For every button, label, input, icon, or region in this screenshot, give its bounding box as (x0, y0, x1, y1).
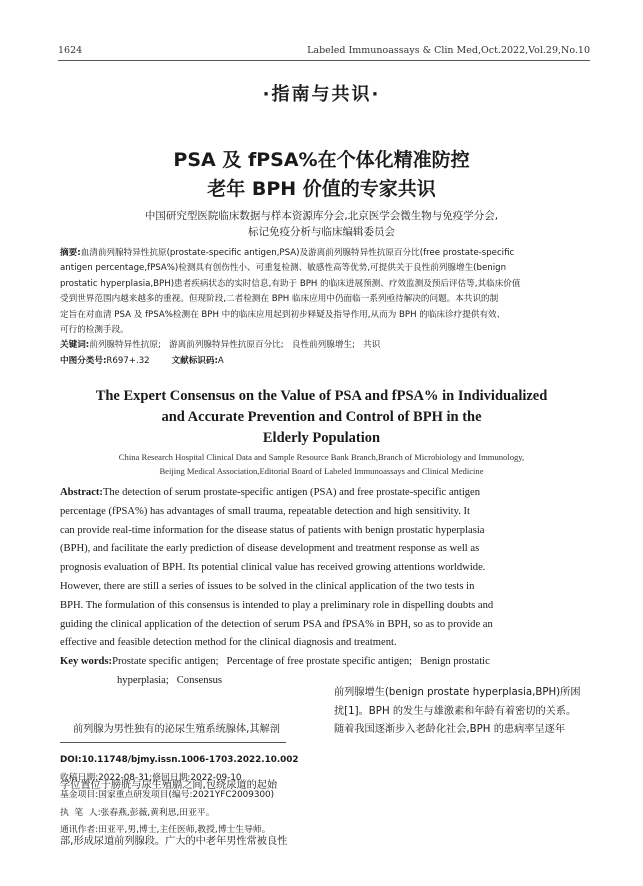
en-abstract-line: (BPH), and facilitate the early prediction of disease development and treatment response as well as (60, 543, 480, 555)
en-abstract-line: Abstract:The detection of serum prostate-specific antigen (PSA) and free prostate-specific antigen (60, 487, 481, 498)
en-keywords-cont: hyperplasia; Consensus (117, 674, 223, 686)
en-abstract-label: Abstract: (60, 487, 103, 498)
en-title-line3: Elderly Population (262, 430, 381, 446)
zh-classification: 中图分类号:R697+.32 文献标识码:A (60, 355, 224, 366)
en-affiliation-line2: Beijing Medical Association,Editorial Board of Labeled Immunoassays and Clinical Medicine (159, 466, 484, 476)
body-line: 扰[1]。BPH 的发生与雄激素和年龄有着密切的关系。 (334, 705, 577, 717)
zh-abstract-line: 定旨在对血清 PSA 及 fPSA%检测在 BPH 中的临床应用起到初步释疑及指导作用,从而为 BPH 的临床诊疗提供有效、 (60, 309, 506, 320)
footnote-writers: 执 笔 人:张春燕,彭薇,黄利思,田亚平。 (60, 807, 215, 818)
header-rule (58, 60, 590, 61)
footnote-doi: DOI:10.11748/bjmy.issn.1006-1703.2022.10.002 (60, 755, 299, 765)
footnote-fund: 基金项目:国家重点研发项目(编号:2021YFC2009300) (60, 790, 275, 801)
zh-keywords-label: 关键词: (60, 340, 90, 351)
body-line: 学位置位于膀胱与尿生殖膈之间,包绕尿道的起始 (60, 779, 278, 791)
en-abstract-line: guiding the clinical application of the detection of serum PSA and fPSA% in BPH, so as to provide an (60, 618, 493, 630)
journal-header: Labeled Immunoassays & Clin Med,Oct.2022,Vol.29,No.10 (307, 45, 590, 56)
footnote-rule (60, 742, 286, 743)
zh-abstract-line: 摘要:血清前列腺特异性抗原(prostate-specific antigen,PSA)及游离前列腺特异性抗原百分比(free prostate-specific (60, 248, 515, 258)
footnotes (60, 752, 299, 840)
en-title-line1: The Expert Consensus on the Value of PSA and fPSA% in Individualized (95, 388, 548, 404)
zh-title-line2: 老年 BPH 价值的专家共识 (207, 178, 436, 200)
zh-authors-line2: 标记免疫分析与临床编辑委员会 (248, 226, 395, 238)
en-title-line2: and Accurate Prevention and Control of BPH in the (161, 409, 482, 425)
en-abstract-line: effective and feasible detection method for the clinical diagnosis and treatment. (60, 637, 397, 649)
body-line: 随着我国逐渐步入老龄化社会,BPH 的患病率呈逐年 (334, 724, 566, 736)
en-abstract-line: BPH. The formulation of this consensus is intended to play a preliminary role in dispelling doubts and (60, 599, 494, 611)
en-affiliation-line1: China Research Hospital Clinical Data and Sample Resource Bank Branch,Branch of Microbiology and Immunology, (118, 452, 525, 462)
footnote-received: 收稿日期:2022-08-31;修回日期:2022-09-10 (60, 772, 242, 783)
body-line: 部,形成尿道前列腺段。广大的中老年男性常被良性 (60, 835, 288, 847)
zh-abstract-label: 摘要: (60, 248, 81, 258)
zh-abstract-line: 受到世界范围内越来越多的重视。但现阶段,二者检测在 BPH 临床应用中仍面临一系列亟待解决的问题。本共识的制 (60, 294, 499, 305)
zh-abstract-line: 可行的检测手段。 (60, 325, 129, 336)
zh-abstract-line: antigen percentage,fPSA%)检测具有创伤性小、可重复检测、敏感性高等优势,可提供关于良性前列腺增生(benign (60, 263, 507, 274)
body-line: 前列腺为男性独有的泌尿生殖系统腺体,其解剖 (60, 724, 280, 736)
en-abstract-line: percentage (fPSA%) has advantages of small trauma, repeatable detection and high sensitivity. It (60, 505, 470, 517)
en-abstract-line: prognosis evaluation of BPH. Its potential clinical value has received growing attentions worldwide. (60, 562, 486, 574)
zh-keywords: 关键词:前列腺特异性抗原; 游离前列腺特异性抗原百分比; 良性前列腺增生; 共识 (60, 340, 381, 351)
en-abstract (60, 484, 582, 691)
zh-abstract (60, 246, 582, 369)
zh-abstract-line: prostatic hyperplasia,BPH)患者疾病状态的实时信息,有助于 BPH 的临床进展预测、疗效监测及预后评估等,其临床价值 (60, 278, 521, 289)
body-line: 前列腺增生(benign prostate hyperplasia,BPH)所困 (334, 687, 581, 698)
en-abstract-line: However, there are still a series of issues to be solved in the clinical application of the two tests in (60, 580, 475, 592)
body-right-column (334, 684, 582, 740)
en-keywords: Key words:Prostate specific antigen; Percentage of free prostate specific antigen; Benign prostatic (60, 656, 490, 668)
zh-title-line1: PSA 及 fPSA%在个体化精准防控 (173, 149, 470, 171)
en-abstract-line: can provide real-time information for the disease status of patients with benign prostatic hyperplasia (60, 524, 485, 536)
page-number: 1624 (58, 45, 83, 56)
en-keywords-label: Key words: (60, 656, 113, 668)
section-label: ·指南与共识· (262, 84, 381, 105)
footnote-corresponding: 通讯作者:田亚平,男,博士,主任医师,教授,博士生导师。 (60, 825, 271, 836)
zh-authors-line1: 中国研究型医院临床数据与样本资源库分会,北京医学会微生物与免疫学分会, (144, 210, 499, 222)
